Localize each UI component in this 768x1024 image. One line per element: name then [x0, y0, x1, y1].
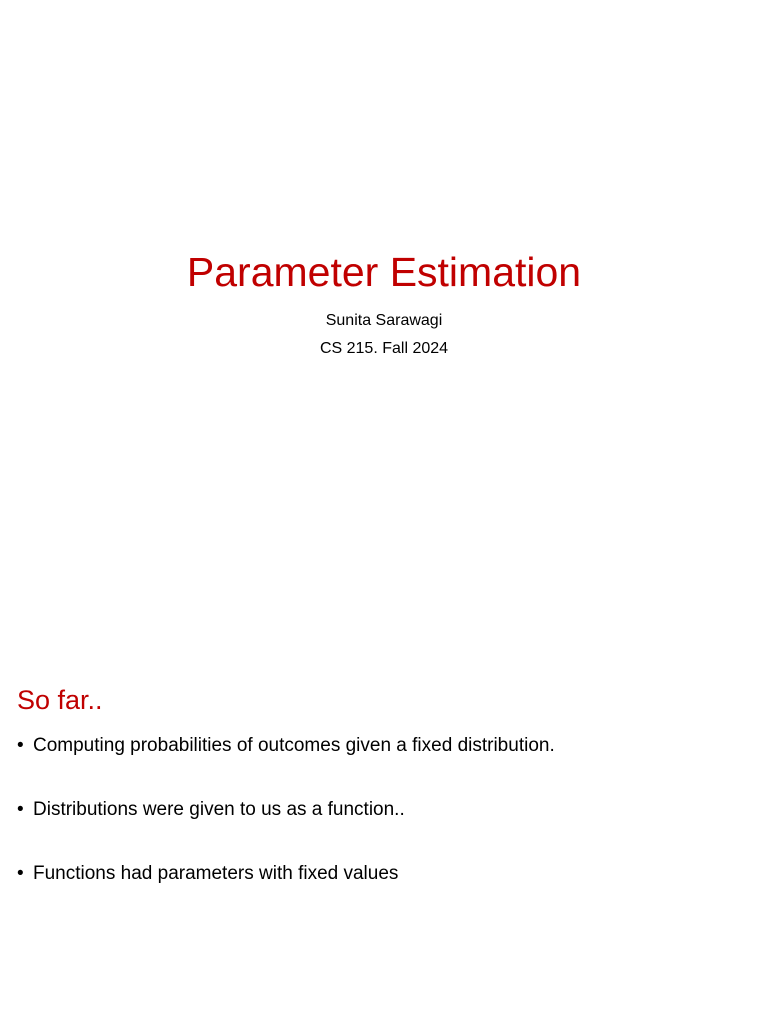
bullet-text: Functions had parameters with fixed values: [33, 863, 399, 884]
list-item: [17, 798, 757, 862]
slide-title: Parameter Estimation: [186, 249, 582, 295]
bullet-icon: •: [17, 735, 24, 756]
bullet-text: Computing probabilities of outcomes given a fixed distribution.: [33, 735, 555, 756]
content-slide: [0, 576, 768, 1024]
course-info: CS 215. Fall 2024: [319, 340, 449, 357]
bullet-list: [17, 734, 757, 926]
list-item: [17, 862, 757, 926]
author-name: Sunita Sarawagi: [325, 312, 443, 329]
bullet-icon: •: [17, 863, 24, 884]
slide-heading: So far..: [17, 685, 103, 715]
bullet-text: Distributions were given to us as a function..: [33, 799, 405, 820]
list-item: [17, 734, 757, 798]
bullet-icon: •: [17, 799, 24, 820]
